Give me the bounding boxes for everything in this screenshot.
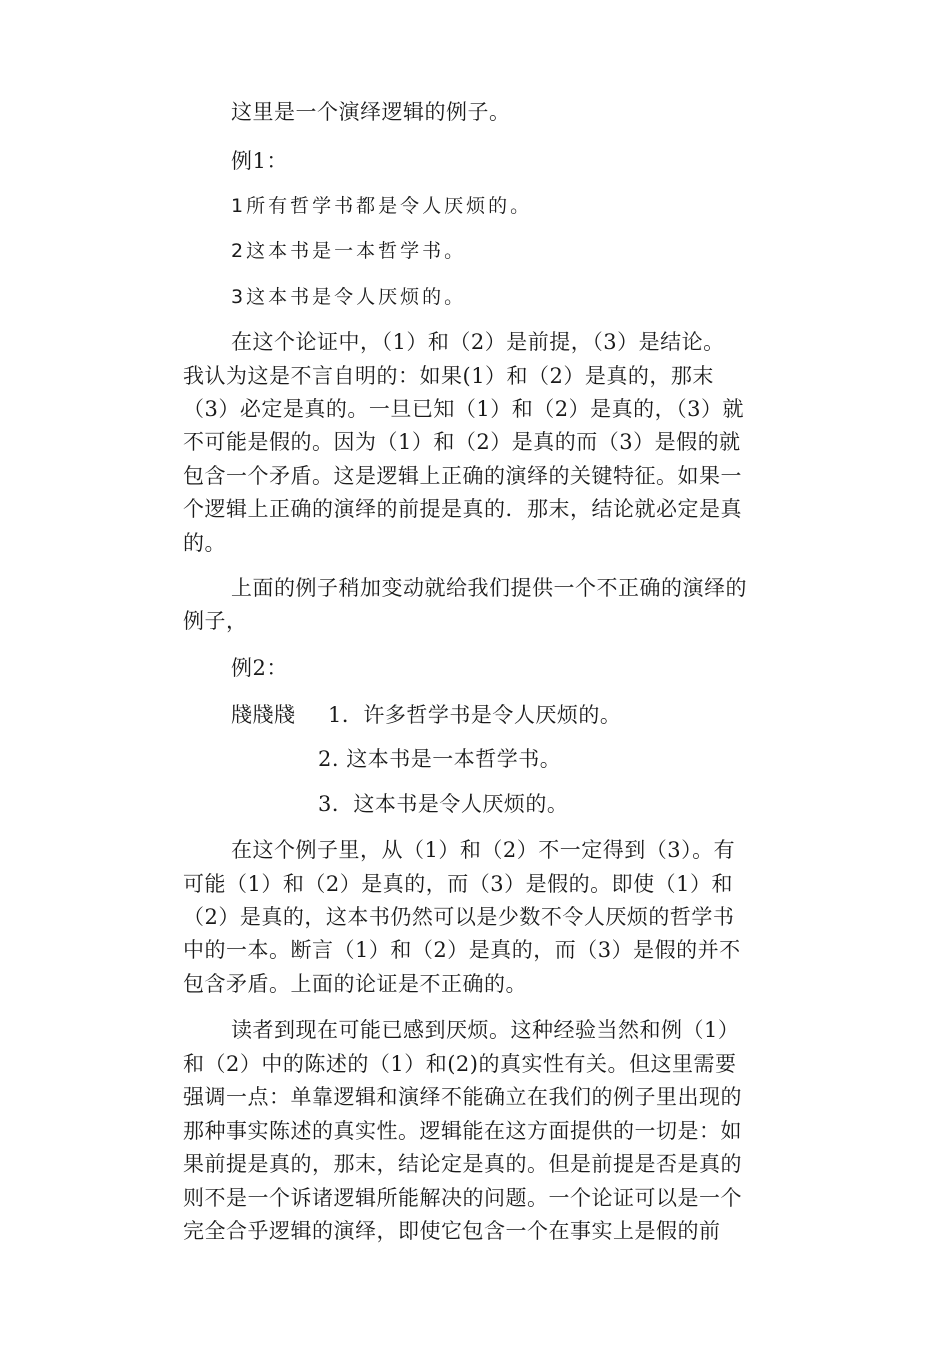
- paragraph3-line-2: 可能（1）和（2）是真的，而（3）是假的。即使（1）和: [183, 872, 733, 896]
- example2-filler: 牋牋牋: [231, 703, 296, 727]
- paragraph4-line-4: 那种事实陈述的真实性。逻辑能在这方面提供的一切是：如: [183, 1119, 742, 1143]
- paragraph4-line-1: 读者到现在可能已感到厌烦。这种经验当然和例（1）: [231, 1018, 740, 1042]
- example1-label: 例1：: [231, 149, 288, 173]
- paragraph1-line-6: 个逻辑上正确的演绎的前提是真的．那末，结论就必定是真: [183, 497, 742, 521]
- example1-premise-2: 2这本书是一本哲学书。: [231, 240, 467, 262]
- paragraph2-line-2: 例子，: [183, 609, 248, 633]
- example1-premise-1: 1所有哲学书都是令人厌烦的。: [231, 195, 533, 217]
- example2-item-2: 2. 这本书是一本哲学书。: [318, 747, 562, 771]
- paragraph3-line-1: 在这个例子里，从（1）和（2）不一定得到（3）。有: [231, 838, 736, 862]
- paragraph1-line-5: 包含一个矛盾。这是逻辑上正确的演绎的关键特征。如果一: [183, 464, 742, 488]
- paragraph1-line-3: （3）必定是真的。一旦已知（1）和（2）是真的，（3）就: [183, 397, 744, 421]
- paragraph3-line-4: 中的一本。断言（1）和（2）是真的，而（3）是假的并不: [183, 938, 741, 962]
- example1-conclusion: 3这本书是令人厌烦的。: [231, 286, 467, 308]
- paragraph1-line-2: 我认为这是不言自明的：如果(1）和（2）是真的，那末: [183, 364, 714, 388]
- paragraph1-line-7: 的。: [183, 531, 226, 555]
- intro-line: 这里是一个演绎逻辑的例子。: [231, 100, 511, 124]
- example2-item-1: 1．许多哲学书是令人厌烦的。: [328, 703, 622, 727]
- paragraph4-line-7: 完全合乎逻辑的演绎，即使它包含一个在事实上是假的前: [183, 1219, 721, 1243]
- paragraph3-line-3: （2）是真的，这本书仍然可以是少数不令人厌烦的哲学书: [183, 905, 735, 929]
- paragraph4-line-3: 强调一点：单靠逻辑和演绎不能确立在我们的例子里出现的: [183, 1085, 742, 1109]
- paragraph1-line-4: 不可能是假的。因为（1）和（2）是真的而（3）是假的就: [183, 430, 741, 454]
- paragraph3-line-5: 包含矛盾。上面的论证是不正确的。: [183, 972, 527, 996]
- paragraph4-line-2: 和（2）中的陈述的（1）和(2)的真实性有关。但这里需要: [183, 1052, 737, 1076]
- paragraph2-line-1: 上面的例子稍加变动就给我们提供一个不正确的演绎的: [231, 576, 747, 600]
- paragraph4-line-5: 果前提是真的，那末，结论定是真的。但是前提是否是真的: [183, 1152, 742, 1176]
- example2-label: 例2：: [231, 656, 288, 680]
- example2-item-3: 3．这本书是令人厌烦的。: [318, 792, 569, 816]
- paragraph1-line-1: 在这个论证中，（1）和（2）是前提，（3）是结论。: [231, 330, 725, 354]
- paragraph4-line-6: 则不是一个诉诸逻辑所能解决的问题。一个论证可以是一个: [183, 1186, 742, 1210]
